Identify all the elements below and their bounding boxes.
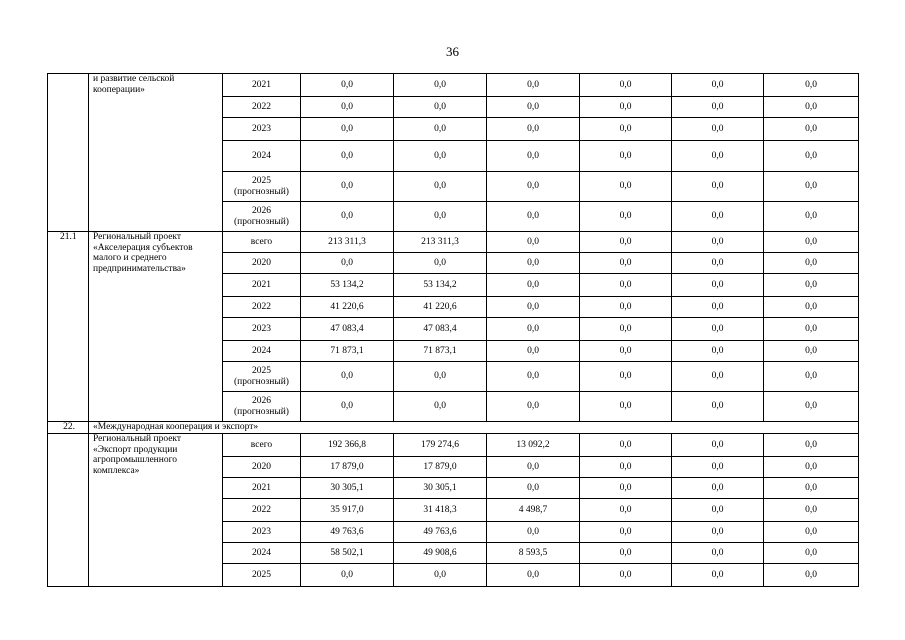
- value-cell: 0,0: [672, 172, 764, 202]
- value-cell: 0,0: [487, 478, 580, 499]
- value-cell: 0,0: [672, 253, 764, 274]
- value-cell: 0,0: [487, 172, 580, 202]
- value-cell: 0,0: [487, 202, 580, 232]
- value-cell: 0,0: [394, 97, 487, 118]
- section-number: 22.: [48, 422, 89, 434]
- year-cell: 2021: [223, 74, 301, 97]
- value-cell: 0,0: [487, 274, 580, 297]
- value-cell: 0,0: [394, 74, 487, 97]
- value-cell: 0,0: [764, 564, 859, 587]
- year-cell: 2021: [223, 478, 301, 499]
- value-cell: 0,0: [764, 297, 859, 318]
- value-cell: 0,0: [672, 499, 764, 522]
- value-cell: 213 311,3: [301, 232, 394, 253]
- year-cell: 2023: [223, 522, 301, 543]
- year-cell: 2025 (прогнозный): [223, 362, 301, 392]
- value-cell: 13 092,2: [487, 434, 580, 457]
- value-cell: 0,0: [394, 172, 487, 202]
- item-name: и развитие сельской кооперации»: [89, 74, 223, 232]
- value-cell: 0,0: [394, 362, 487, 392]
- item-number: 21.1: [48, 232, 89, 422]
- value-cell: 0,0: [301, 564, 394, 587]
- value-cell: 0,0: [580, 202, 672, 232]
- value-cell: 58 502,1: [301, 543, 394, 564]
- year-cell: 2022: [223, 97, 301, 118]
- value-cell: 0,0: [301, 253, 394, 274]
- value-cell: 0,0: [301, 97, 394, 118]
- value-cell: 0,0: [580, 392, 672, 422]
- table-row: [48, 74, 859, 97]
- value-cell: 0,0: [764, 274, 859, 297]
- value-cell: 0,0: [487, 341, 580, 362]
- page-number: 36: [446, 44, 459, 59]
- value-cell: 0,0: [301, 141, 394, 172]
- value-cell: 4 498,7: [487, 499, 580, 522]
- value-cell: 0,0: [672, 297, 764, 318]
- year-cell: 2021: [223, 274, 301, 297]
- value-cell: 31 418,3: [394, 499, 487, 522]
- item-name: Региональный проект «Акселерация субъектов малого и среднего предпринимательства»: [89, 232, 223, 422]
- value-cell: 0,0: [672, 141, 764, 172]
- value-cell: 0,0: [487, 141, 580, 172]
- year-cell: 2023: [223, 118, 301, 141]
- value-cell: 0,0: [764, 499, 859, 522]
- value-cell: 0,0: [394, 141, 487, 172]
- value-cell: 0,0: [764, 74, 859, 97]
- value-cell: 0,0: [301, 172, 394, 202]
- value-cell: 0,0: [764, 341, 859, 362]
- item-number: [48, 434, 89, 587]
- value-cell: 0,0: [580, 478, 672, 499]
- value-cell: 0,0: [394, 202, 487, 232]
- value-cell: 0,0: [672, 97, 764, 118]
- value-cell: 35 917,0: [301, 499, 394, 522]
- year-cell: 2024: [223, 543, 301, 564]
- value-cell: 0,0: [672, 274, 764, 297]
- value-cell: 0,0: [394, 564, 487, 587]
- value-cell: 0,0: [487, 362, 580, 392]
- value-cell: 30 305,1: [301, 478, 394, 499]
- value-cell: 17 879,0: [301, 457, 394, 478]
- value-cell: 0,0: [764, 522, 859, 543]
- value-cell: 0,0: [764, 457, 859, 478]
- value-cell: 0,0: [487, 97, 580, 118]
- value-cell: 0,0: [764, 253, 859, 274]
- value-cell: 0,0: [764, 543, 859, 564]
- value-cell: 0,0: [764, 232, 859, 253]
- value-cell: 41 220,6: [301, 297, 394, 318]
- value-cell: 0,0: [487, 253, 580, 274]
- value-cell: 0,0: [672, 202, 764, 232]
- value-cell: 0,0: [580, 341, 672, 362]
- value-cell: 0,0: [764, 97, 859, 118]
- value-cell: 0,0: [764, 318, 859, 341]
- value-cell: 0,0: [580, 434, 672, 457]
- value-cell: 0,0: [580, 74, 672, 97]
- value-cell: 0,0: [487, 392, 580, 422]
- value-cell: 0,0: [394, 118, 487, 141]
- value-cell: 0,0: [764, 202, 859, 232]
- value-cell: 213 311,3: [394, 232, 487, 253]
- value-cell: 0,0: [672, 232, 764, 253]
- value-cell: 0,0: [764, 118, 859, 141]
- value-cell: 17 879,0: [394, 457, 487, 478]
- value-cell: 71 873,1: [301, 341, 394, 362]
- year-cell: 2022: [223, 499, 301, 522]
- value-cell: 0,0: [487, 297, 580, 318]
- value-cell: 0,0: [672, 74, 764, 97]
- year-cell: 2024: [223, 141, 301, 172]
- section-row: [48, 422, 859, 434]
- value-cell: 0,0: [764, 172, 859, 202]
- value-cell: 0,0: [580, 141, 672, 172]
- value-cell: 49 908,6: [394, 543, 487, 564]
- value-cell: 192 366,8: [301, 434, 394, 457]
- value-cell: 0,0: [672, 478, 764, 499]
- value-cell: 0,0: [580, 362, 672, 392]
- value-cell: 0,0: [672, 341, 764, 362]
- table-row: [48, 232, 859, 253]
- value-cell: 0,0: [672, 522, 764, 543]
- value-cell: 0,0: [580, 97, 672, 118]
- value-cell: 0,0: [487, 74, 580, 97]
- value-cell: 0,0: [487, 318, 580, 341]
- value-cell: 30 305,1: [394, 478, 487, 499]
- value-cell: 0,0: [580, 457, 672, 478]
- value-cell: 0,0: [764, 141, 859, 172]
- year-cell: 2025 (прогнозный): [223, 172, 301, 202]
- value-cell: 49 763,6: [394, 522, 487, 543]
- budget-table: [47, 73, 859, 587]
- value-cell: 0,0: [764, 362, 859, 392]
- value-cell: 53 134,2: [394, 274, 487, 297]
- year-cell: 2025: [223, 564, 301, 587]
- value-cell: 0,0: [487, 564, 580, 587]
- value-cell: 0,0: [764, 478, 859, 499]
- value-cell: 0,0: [672, 543, 764, 564]
- value-cell: 71 873,1: [394, 341, 487, 362]
- year-cell: 2026 (прогнозный): [223, 392, 301, 422]
- value-cell: 0,0: [487, 457, 580, 478]
- value-cell: 0,0: [301, 392, 394, 422]
- value-cell: 0,0: [580, 172, 672, 202]
- value-cell: 0,0: [580, 564, 672, 587]
- value-cell: 0,0: [301, 202, 394, 232]
- value-cell: 0,0: [487, 232, 580, 253]
- value-cell: 0,0: [580, 297, 672, 318]
- value-cell: 0,0: [580, 274, 672, 297]
- year-cell: 2023: [223, 318, 301, 341]
- value-cell: 49 763,6: [301, 522, 394, 543]
- value-cell: 0,0: [394, 392, 487, 422]
- value-cell: 0,0: [672, 318, 764, 341]
- value-cell: 47 083,4: [394, 318, 487, 341]
- value-cell: 0,0: [487, 118, 580, 141]
- value-cell: 0,0: [764, 434, 859, 457]
- value-cell: 0,0: [672, 362, 764, 392]
- value-cell: 0,0: [580, 543, 672, 564]
- value-cell: 0,0: [672, 118, 764, 141]
- year-cell: 2026 (прогнозный): [223, 202, 301, 232]
- value-cell: 0,0: [580, 499, 672, 522]
- value-cell: 41 220,6: [394, 297, 487, 318]
- value-cell: 0,0: [672, 457, 764, 478]
- value-cell: 0,0: [672, 564, 764, 587]
- value-cell: 0,0: [672, 392, 764, 422]
- value-cell: 0,0: [301, 362, 394, 392]
- year-cell: 2020: [223, 253, 301, 274]
- value-cell: 0,0: [580, 522, 672, 543]
- year-cell: 2022: [223, 297, 301, 318]
- value-cell: 0,0: [580, 318, 672, 341]
- item-number: [48, 74, 89, 232]
- value-cell: 53 134,2: [301, 274, 394, 297]
- value-cell: 0,0: [764, 392, 859, 422]
- value-cell: 0,0: [580, 232, 672, 253]
- year-cell: всего: [223, 232, 301, 253]
- year-cell: 2024: [223, 341, 301, 362]
- value-cell: 0,0: [394, 253, 487, 274]
- value-cell: 179 274,6: [394, 434, 487, 457]
- value-cell: 0,0: [672, 434, 764, 457]
- value-cell: 0,0: [301, 74, 394, 97]
- year-cell: всего: [223, 434, 301, 457]
- item-name: Региональный проект «Экспорт продукции агропромышленного комплекса»: [89, 434, 223, 587]
- value-cell: 0,0: [580, 253, 672, 274]
- value-cell: 0,0: [301, 118, 394, 141]
- value-cell: 0,0: [580, 118, 672, 141]
- value-cell: 8 593,5: [487, 543, 580, 564]
- section-title: «Международная кооперация и экспорт»: [89, 422, 859, 434]
- value-cell: 0,0: [487, 522, 580, 543]
- value-cell: 47 083,4: [301, 318, 394, 341]
- year-cell: 2020: [223, 457, 301, 478]
- table-row: [48, 434, 859, 457]
